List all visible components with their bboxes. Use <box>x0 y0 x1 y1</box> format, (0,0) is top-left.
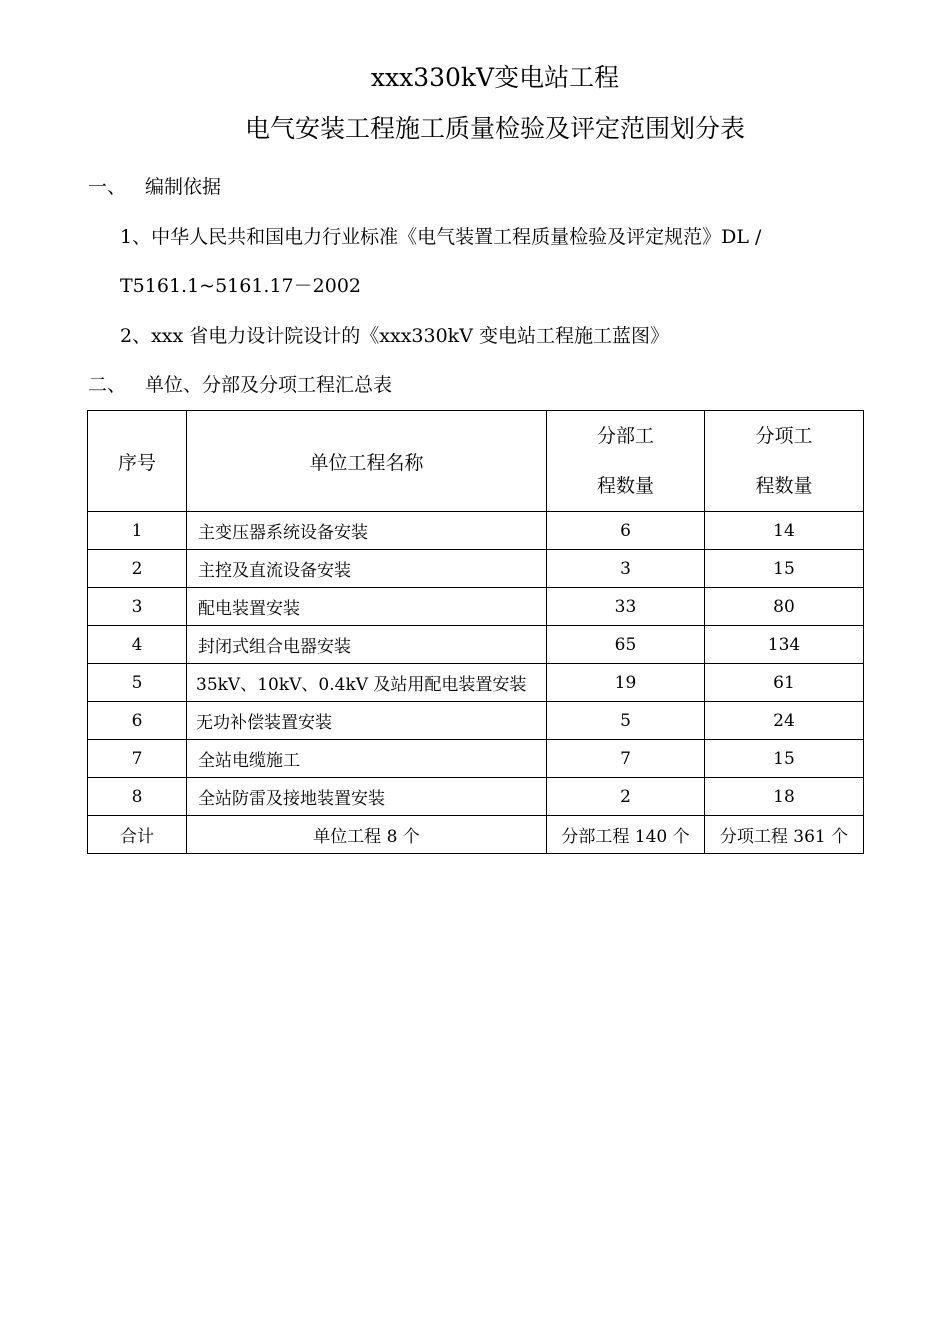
cell-index: 7 <box>88 740 187 778</box>
section-title: 单位、分部及分项工程汇总表 <box>145 374 393 396</box>
cell-item-count: 80 <box>705 588 864 626</box>
cell-index: 4 <box>88 626 187 664</box>
cell-unit-name: 主控及直流设备安装 <box>187 550 547 588</box>
header-item-count-line2: 程数量 <box>755 475 813 497</box>
table-total-row <box>88 816 864 854</box>
cell-item-count: 134 <box>705 626 864 664</box>
cell-unit-name: 封闭式组合电器安装 <box>187 626 547 664</box>
cell-item-count: 14 <box>705 512 864 550</box>
cell-unit-name: 无功补偿装置安装 <box>187 702 547 740</box>
cell-item-count: 24 <box>705 702 864 740</box>
table-row <box>88 740 864 778</box>
table-row <box>88 778 864 816</box>
cell-sub-count: 6 <box>547 512 705 550</box>
cell-unit-name: 配电装置安装 <box>187 588 547 626</box>
cell-item-count: 15 <box>705 740 864 778</box>
header-unit-name: 单位工程名称 <box>187 411 547 512</box>
total-item-count: 分项工程 361 个 <box>705 816 864 854</box>
cell-sub-count: 33 <box>547 588 705 626</box>
total-label: 合计 <box>88 816 187 854</box>
cell-sub-count: 7 <box>547 740 705 778</box>
cell-sub-count: 19 <box>547 664 705 702</box>
cell-index: 6 <box>88 702 187 740</box>
basis-item-1-line1: 1、中华人民共和国电力行业标准《电气装置工程质量检验及评定规范》DL / <box>120 226 762 248</box>
cell-index: 8 <box>88 778 187 816</box>
header-sub-count-line2: 程数量 <box>596 475 654 497</box>
total-sub-count: 分部工程 140 个 <box>547 816 705 854</box>
table-row <box>88 512 864 550</box>
document-subtitle: 电气安装工程施工质量检验及评定范围划分表 <box>244 114 745 143</box>
cell-unit-name: 主变压器系统设备安装 <box>187 512 547 550</box>
table-row <box>88 626 864 664</box>
table-row <box>88 702 864 740</box>
cell-sub-count: 3 <box>547 550 705 588</box>
table-row <box>88 588 864 626</box>
section-number: 一、 <box>88 176 127 198</box>
cell-item-count: 18 <box>705 778 864 816</box>
cell-sub-count: 65 <box>547 626 705 664</box>
cell-index: 5 <box>88 664 187 702</box>
table-row <box>88 664 864 702</box>
cell-unit-name: 全站防雷及接地装置安装 <box>187 778 547 816</box>
cell-index: 2 <box>88 550 187 588</box>
header-item-count <box>705 411 864 512</box>
cell-sub-count: 2 <box>547 778 705 816</box>
basis-item-2: 2、xxx 省电力设计院设计的《xxx330kV 变电站工程施工蓝图》 <box>120 325 669 347</box>
cell-index: 1 <box>88 512 187 550</box>
section-number: 二、 <box>88 374 127 396</box>
total-units: 单位工程 8 个 <box>187 816 547 854</box>
summary-table <box>87 410 864 854</box>
table-header-row <box>88 411 864 512</box>
cell-unit-name: 全站电缆施工 <box>187 740 547 778</box>
header-sub-count-line1: 分部工 <box>596 425 654 447</box>
header-item-count-line1: 分项工 <box>755 425 813 447</box>
section-heading-basis <box>88 172 221 199</box>
table-row <box>88 550 864 588</box>
cell-sub-count: 5 <box>547 702 705 740</box>
section-title: 编制依据 <box>145 176 222 198</box>
header-sub-count <box>547 411 705 512</box>
cell-index: 3 <box>88 588 187 626</box>
cell-unit-name: 35kV、10kV、0.4kV 及站用配电装置安装 <box>187 664 547 702</box>
cell-item-count: 15 <box>705 550 864 588</box>
basis-item-1-line2: T5161.1~5161.17－2002 <box>120 275 361 297</box>
document-title: xxx330kV变电站工程 <box>370 63 620 92</box>
cell-item-count: 61 <box>705 664 864 702</box>
header-index: 序号 <box>88 411 187 512</box>
section-heading-summary <box>88 370 392 397</box>
